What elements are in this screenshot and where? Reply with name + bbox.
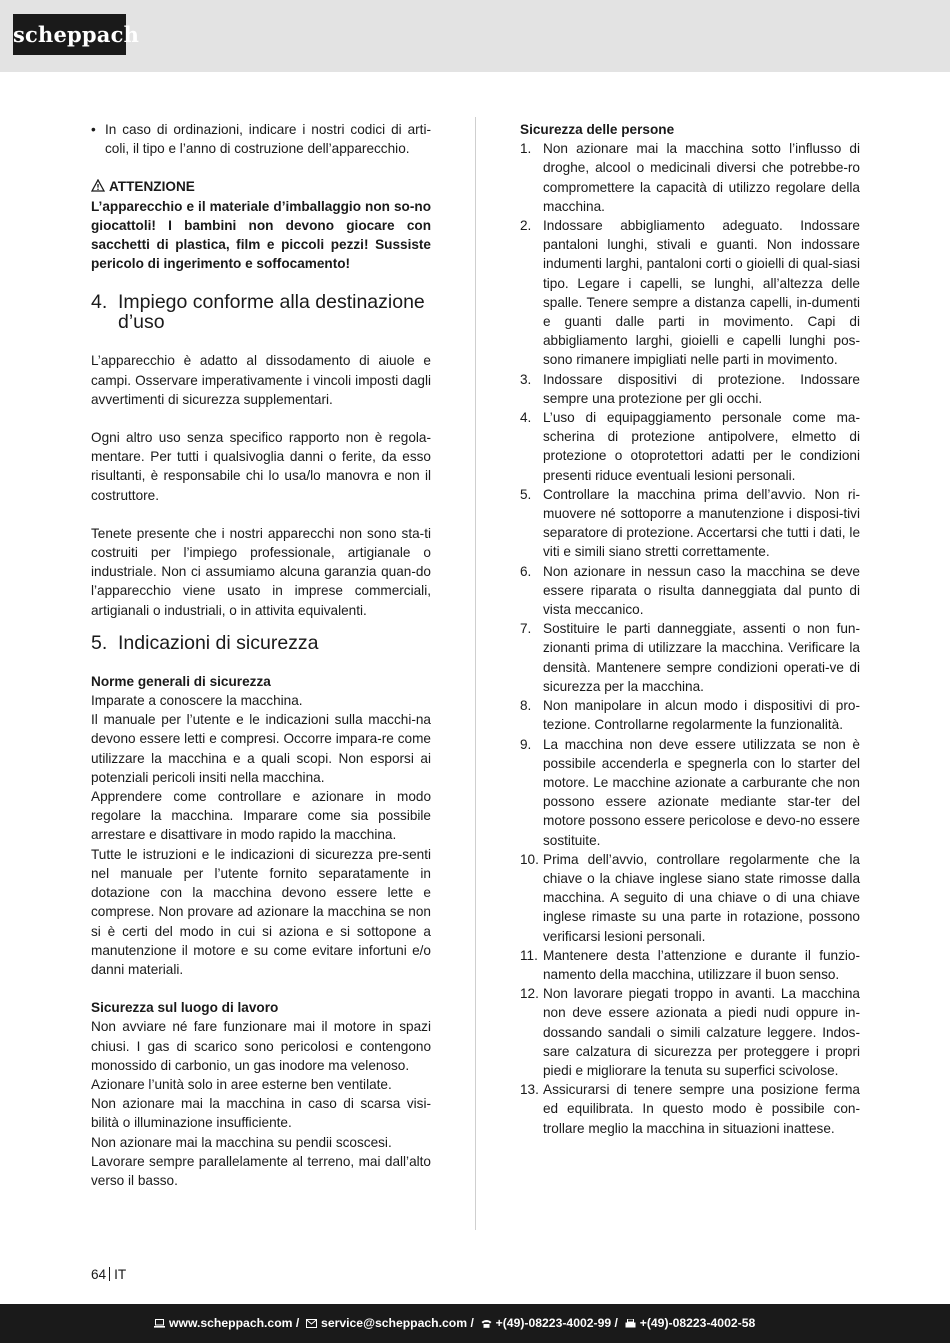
list-item <box>520 562 860 620</box>
list-item-text: La macchina non deve essere utilizzata se non è possibile accenderla e spegnerla con lo starter del motore. Le macchine azionate a carburante che non possono essere azionate mediante star-ter del motore possono essere pericolose e devo-no essere sostituite. <box>543 736 860 848</box>
section-5-number: 5. <box>91 631 108 654</box>
list-item-number: 5. <box>520 486 532 502</box>
list-item <box>520 735 860 850</box>
section-4-paragraph: L’apparecchio è adatto al dissodamento di aiuole e campi. Osservare imperativamente i vincoli imposti dagli avvertimenti di sicurezza supplementari. <box>91 353 431 407</box>
workplace-safety-line: Azionare l’unità solo in aree esterne ben ventilate. <box>91 1076 392 1092</box>
list-item-number: 11. <box>520 947 538 963</box>
workplace-safety-heading: Sicurezza sul luogo di lavoro <box>91 1000 279 1016</box>
bullet-dot: • <box>91 122 96 137</box>
list-item-number: 7. <box>520 621 532 637</box>
page-language: IT <box>114 1267 127 1282</box>
section-5-heading <box>91 633 431 653</box>
phone-icon <box>481 1319 492 1328</box>
general-safety-line: Il manuale per l’utente e le indicazioni sulla macchi-na devono essere letti e compresi. Occorre impara-re come utilizzare la macchina e a quali scopi. Non esporsi ai potenziali pericoli insiti nella macchina. <box>91 712 431 785</box>
list-item-text: Prima dell’avvio, controllare regolarmente che la chiave o la chiave inglese siano state rimosse dalla macchina. A seguito di una chiave o di una chiave inglese rimaste su una parte in rotazione, possono verificarsi lesioni personali. <box>543 851 860 944</box>
warning-heading <box>91 177 431 196</box>
workplace-safety-line: Non avviare né fare funzionare mai il motore in spazi chiusi. I gas di scarico sono pericolosi e contengono monossido di carbonio, un gas inodore ma velenoso. <box>91 1019 431 1073</box>
footer-website[interactable]: www.scheppach.com / <box>169 1316 300 1330</box>
list-item-text: Sostituire le parti danneggiate, assenti o non fun-zionanti prima di utilizzare la macchina. Verificare la densità. Mantenere sempre condizioni operati-ve di sicurezza per la macchina. <box>543 621 860 694</box>
section-4-title: Impiego conforme alla destinazione d’uso <box>118 291 425 334</box>
section-4-paragraph: Ogni altro uso senza specifico rapporto non è regola-mentare. Per tutti i qualsivoglia danni o ferite, da esso risultanti, è responsabile chi lo usa/lo manovra e non il costruttore. <box>91 430 431 503</box>
list-item-text: Non azionare in nessun caso la macchina se deve essere riparata o risulta danneggiata dal punto di vista meccanico. <box>543 563 860 618</box>
section-4-heading <box>91 292 431 332</box>
list-item <box>520 408 860 485</box>
list-item-number: 3. <box>520 371 532 387</box>
warning-triangle-icon <box>91 179 105 192</box>
mail-icon <box>306 1319 317 1328</box>
footer-bar <box>0 1304 950 1343</box>
list-item-number: 1. <box>520 141 532 157</box>
workplace-safety-line: Lavorare sempre parallelamente al terreno, mai dall’alto verso il basso. <box>91 1153 431 1188</box>
page-number <box>91 1265 126 1284</box>
page-number-separator <box>109 1267 110 1281</box>
warning-body: L’apparecchio e il materiale d’imballaggio non so-no giocattoli! I bambini non devono giocare con sacchetti di plastica, film e piccoli pezzi! Sussiste pericolo di ingerimento e soffocamento! <box>91 198 431 272</box>
list-item <box>520 850 860 946</box>
page-number-value: 64 <box>91 1267 107 1282</box>
list-item-number: 13. <box>520 1082 539 1098</box>
footer-email[interactable]: service@scheppach.com / <box>321 1316 474 1330</box>
list-item-number: 4. <box>520 410 532 426</box>
list-item-number: 8. <box>520 698 532 714</box>
list-item-number: 9. <box>520 736 532 752</box>
list-item <box>520 216 860 370</box>
list-item-number: 6. <box>520 563 532 579</box>
column-divider <box>475 117 476 1230</box>
list-item-text: Mantenere desta l’attenzione e durante il funzio-namento della macchina, utilizzare il buon senso. <box>543 947 860 982</box>
left-column <box>91 120 431 1190</box>
personal-safety-heading: Sicurezza delle persone <box>520 122 675 137</box>
header-bar <box>0 0 950 72</box>
personal-safety-list <box>520 139 860 1138</box>
list-item <box>520 946 860 984</box>
general-safety-line: Tutte le istruzioni e le indicazioni di sicurezza pre-senti nel manuale per l’utente fornito separatamente in dotazione con la macchina devono essere lette e comprese. Non provare ad azionare la macchina se non si è certi del modo in cui si aziona e si sottopone a manutenzione il motore e su come evitare infortuni e/o danni materiali. <box>91 846 431 977</box>
footer-phone[interactable]: +(49)-08223-4002-99 / <box>495 1316 618 1330</box>
list-item-number: 2. <box>520 218 532 234</box>
computer-icon <box>154 1319 165 1328</box>
workplace-safety-line: Non azionare mai la macchina in caso di scarsa visi-bilità o illuminazione insufficiente. <box>91 1096 431 1131</box>
footer-contacts <box>154 1304 755 1343</box>
list-item-text: Non lavorare piegati troppo in avanti. La macchina non deve essere azionata a piedi nudi oppure in-dossando sandali o simili calzature leggere. Indos-sare calzatura di sicurezza per proteggere i propri piedi e migliorare la tenuta su superfici scivolose. <box>543 986 860 1078</box>
list-item-number: 12. <box>520 986 539 1002</box>
list-item <box>520 139 860 216</box>
fax-icon <box>625 1319 636 1328</box>
general-safety-line: Apprendere come controllare e azionare in modo regolare la macchina. Imparare come sia possibile arrestare e disattivare in modo rapido la macchina. <box>91 789 431 843</box>
general-safety-heading: Norme generali di sicurezza <box>91 673 271 689</box>
list-item <box>520 370 860 408</box>
workplace-safety-line: Non azionare mai la macchina su pendii scoscesi. <box>91 1134 392 1150</box>
list-item <box>520 1080 860 1138</box>
section-4-paragraph: Tenete presente che i nostri apparecchi non sono sta-ti costruiti per l’impiego professionale, artigianale o industriale. Non ci assumiamo alcuna garanzia quan-do l’apparecchio viene usato in imprese commerciali, artigianali o industriali, o in attivita equivalenti. <box>91 525 431 618</box>
list-item <box>520 696 860 734</box>
list-item-text: Indossare dispositivi di protezione. Indossare sempre una protezione per gli occhi. <box>543 371 860 406</box>
list-item-text: L’uso di equipaggiamento personale come ma-scherina di protezione antipolvere, elmetto di protezione o otoprotettori adatti per le condizioni presenti riduce eventuali lesioni personali. <box>543 410 860 483</box>
list-item-text: Indossare abbigliamento adeguato. Indossare pantaloni lunghi, stivali e guanti. Non indossare indumenti larghi, pantaloni corti o gioielli di qual-siasi tipo. Legare i capelli, se lunghi, all’altezza delle spalle. Tenere sempre a distanza capelli, in-dumenti e guanti dalle parti in movimento. Capi di abbigliamento larghi, gioielli e capelli lunghi pos-sono rimanere impigliati nelle parti in movimento. <box>543 218 860 368</box>
list-item-text: Non manipolare in alcun modo i dispositivi di pro-tezione. Controllarne regolarmente la funzionalità. <box>543 698 860 733</box>
list-item <box>520 619 860 696</box>
warning-title: ATTENZIONE <box>109 179 195 195</box>
list-item <box>520 984 860 1080</box>
right-column <box>520 120 860 1138</box>
footer-fax[interactable]: +(49)-08223-4002-58 <box>639 1316 756 1330</box>
list-item-text: Assicurarsi di tenere sempre una posizione ferma ed equilibrata. In questo modo è possibile con-trollare meglio la macchina in situazioni inattese. <box>543 1082 860 1136</box>
list-item <box>520 485 860 562</box>
ordering-note <box>91 120 431 158</box>
list-item-number: 10. <box>520 851 539 867</box>
general-safety-line: Imparate a conoscere la macchina. <box>91 693 303 709</box>
section-5-title: Indicazioni di sicurezza <box>118 631 319 654</box>
ordering-note-text: In caso di ordinazioni, indicare i nostri codici di arti-coli, il tipo e l’anno di costruzione dell’apparecchio. <box>105 122 431 157</box>
section-4-number: 4. <box>91 291 108 314</box>
list-item-text: Non azionare mai la macchina sotto l’influsso di droghe, alcool o medicinali diversi che potrebbe-ro compromettere la capacità di utilizzo regolare della macchina. <box>543 141 860 214</box>
scheppach-logo: scheppach <box>13 14 126 55</box>
list-item-text: Controllare la macchina prima dell’avvio. Non ri-muovere né sottoporre a manutenzione i disposi-tivi separatore di protezione. Accertarsi che tutti i dati, le viti e simili siano stretti correttamente. <box>543 486 860 560</box>
